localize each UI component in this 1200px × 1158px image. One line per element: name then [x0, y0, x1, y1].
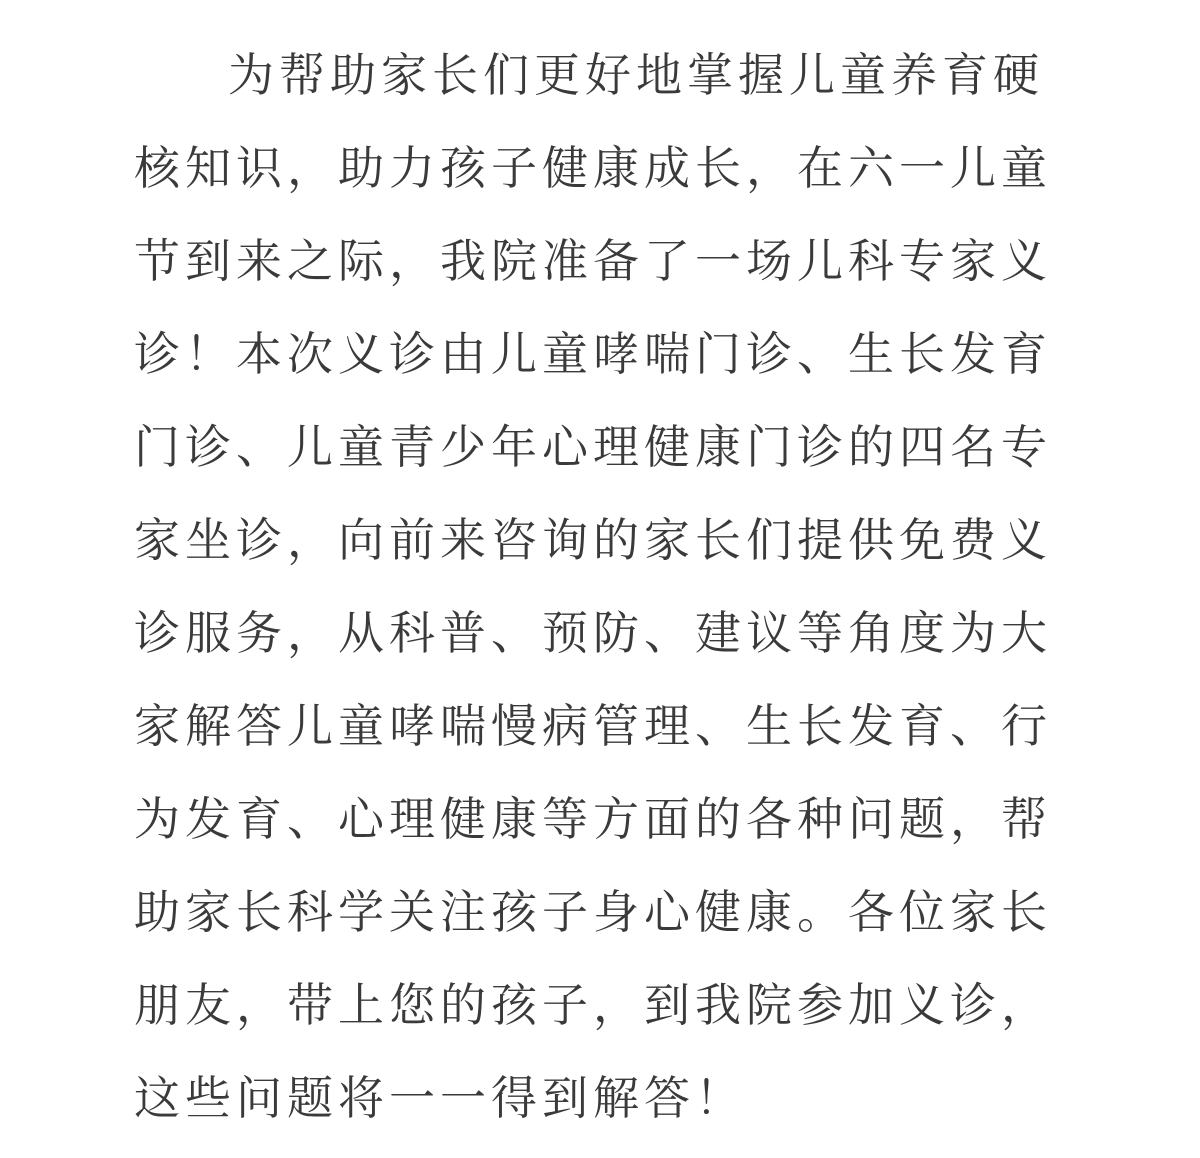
paragraph-line: 助家长科学关注孩子身心健康。各位家长: [134, 885, 1052, 939]
paragraph-line: 诊服务，从科普、预防、建议等角度为大: [134, 606, 1052, 660]
paragraph-line: 家解答儿童哮喘慢病管理、生长发育、行: [134, 699, 1052, 753]
paragraph-line: 节到来之际，我院准备了一场儿科专家义: [134, 234, 1052, 288]
paragraph-line: 家坐诊，向前来咨询的家长们提供免费义: [134, 513, 1052, 567]
article-paragraph: [134, 40, 1074, 1156]
paragraph-line: 为帮助家长们更好地掌握儿童养育硬: [228, 48, 1044, 102]
paragraph-line: 诊！本次义诊由儿童哮喘门诊、生长发育: [134, 327, 1052, 381]
paragraph-line: 为发育、心理健康等方面的各种问题，帮: [134, 792, 1052, 846]
paragraph-line: 门诊、儿童青少年心理健康门诊的四名专: [134, 420, 1052, 474]
paragraph-line: 朋友，带上您的孩子，到我院参加义诊，: [134, 978, 1052, 1032]
paragraph-line: 核知识，助力孩子健康成长，在六一儿童: [134, 141, 1052, 195]
paragraph-line: 这些问题将一一得到解答！: [134, 1071, 746, 1125]
